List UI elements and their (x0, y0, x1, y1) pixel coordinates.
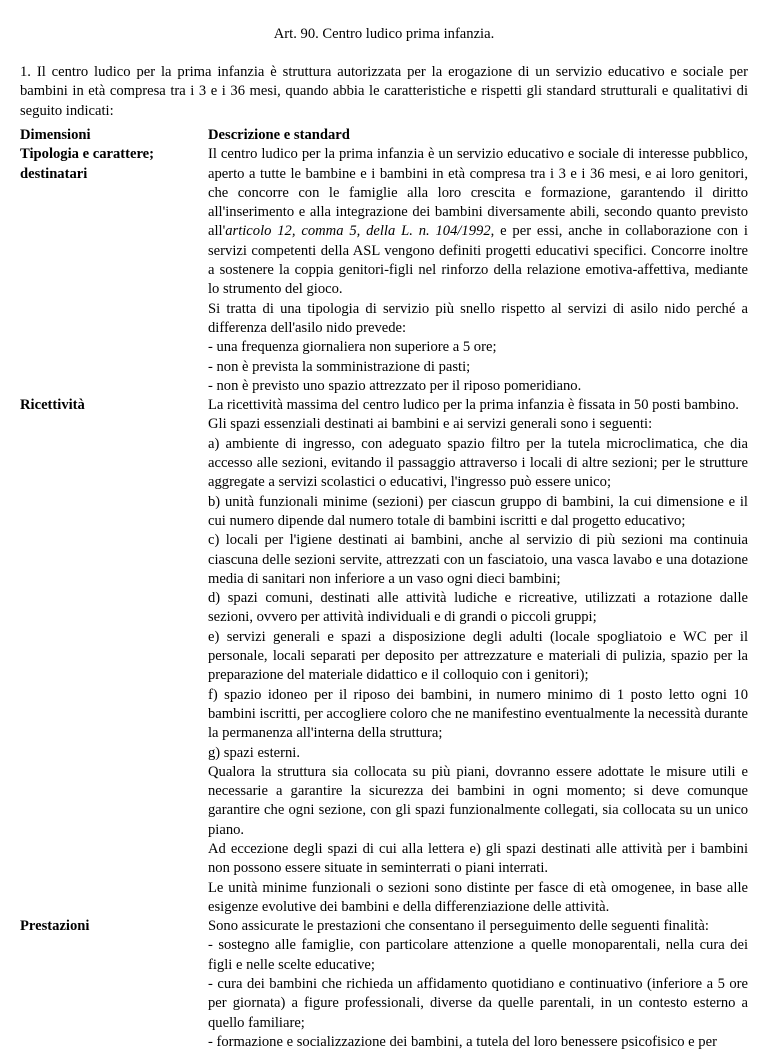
ricettivita-item-b: b) unità funzionali minime (sezioni) per ciascun gruppo di bambini, la cui dimensione e il cui numero dipende dal numero totale di bambini iscritti e dal progetto educativo; (208, 493, 748, 529)
ricettivita-paragraph: Qualora la struttura sia collocata su più piani, dovranno essere adottate le misure utili e necessarie a garantire la sicurezza dei bambini in ogni momento; si deve comunque garantire che ogni sezione, con gli spazi funzionalmente collegati, sia collocata su un unico piano. (208, 763, 748, 838)
header-label-dimensioni: Dimensioni (20, 127, 91, 143)
tipologia-text-after-reference: , e per essi, anche in collaborazione con i servizi competenti della ASL vengono definiti progetti educativi specifici. Concorre inoltre a sostenere la coppia genitori-figli nel rinforzo della relazione emotiva-affettiva, mediante lo strumento del gioco. (208, 223, 748, 298)
article-title: Art. 90. Centro ludico prima infanzia. (273, 26, 495, 42)
ricettivita-item-f: f) spazio idoneo per il riposo dei bambini, in numero minimo di 1 posto letto ogni 10 bambini iscritti, per accogliere coloro che ne manifestino eventualmente la necessità durante la permanenza all'interna della struttura; (208, 686, 748, 742)
tipologia-paragraph-1 (208, 145, 748, 299)
prestazioni-paragraph: Sono assicurate le prestazioni che consentano il perseguimento delle seguenti finalità: (208, 918, 709, 935)
content-prestazioni (208, 917, 748, 1052)
standards-table (20, 126, 748, 1052)
ricettivita-item-e: e) servizi generali e spazi a disposizione degli adulti (locale spogliatoio e WC per il personale, locali separati per deposito per attrezzature e materiali di pulizia, spazio per la preparazione del materiale didattico e il colloquio con i genitori); (208, 628, 748, 684)
tipologia-list-item: - non è previsto uno spazio attrezzato per il riposo pomeridiano. (208, 377, 582, 394)
ricettivita-paragraph: Le unità minime funzionali o sezioni sono distinte per fasce di età omogenee, in base alle esigenze evolutive dei bambini e della differenziazione delle attività. (208, 879, 748, 915)
prestazioni-list-item: - formazione e socializzazione dei bambini, a tutela del loro benessere psicofisico e per (208, 1033, 717, 1050)
tipologia-list-item: - non è prevista la somministrazione di pasti; (208, 358, 471, 375)
table-header-row (20, 126, 748, 145)
prestazioni-list-item: - sostegno alle famiglie, con particolare attenzione a quelle monoparentali, nella cura dei figli e nelle scelte educative; (208, 937, 748, 973)
tipologia-paragraph-2: Si tratta di una tipologia di servizio più snello rispetto al servizi di asilo nido perché a differenza dell'asilo nido prevede: (208, 300, 748, 336)
ricettivita-item-a: a) ambiente di ingresso, con adeguato spazio filtro per la tutela microclimatica, che dia accesso alle sezioni, evitando il passaggio attraverso i locali di altre sezioni; per le strutture aggregate a servizi scolastici o educativi, l'ingresso può essere unico; (208, 435, 748, 491)
ricettivita-paragraph: Gli spazi essenziali destinati ai bambini e ai servizi generali sono i seguenti: (208, 416, 653, 433)
ricettivita-paragraph: Ad eccezione degli spazi di cui alla lettera e) gli spazi destinati alle attività per i bambini non possono essere situate in seminterrati o piani interrati. (208, 840, 748, 877)
label-prestazioni: Prestazioni (20, 918, 90, 935)
ricettivita-item-c: c) locali per l'igiene destinati ai bambini, anche al servizio di più sezioni ma continuia ciascuna delle sezioni servite, attrezzati con un fasciatoio, una vasca lavabo e una dotazione media di sanitari non inferiore a un vaso ogni dieci bambini; (208, 532, 748, 587)
tipologia-text-before-reference: Il centro ludico per la prima infanzia è un servizio educativo e sociale di interesse pubblico, aperto a tutte le bambine e i bambini in età compresa tra i 3 e i 36 mesi, e ai loro genitori, che concorre con le famiglie alla loro crescita e formazione, garantendo il diritto all'inserimento e alla integrazione dei bambini diversamente abili, secondo quanto previsto all' (208, 146, 748, 240)
label-ricettivita: Ricettività (20, 397, 85, 414)
header-label-descrizione: Descrizione e standard (208, 127, 350, 143)
content-tipologia (208, 145, 748, 396)
row-ricettivita (20, 396, 748, 917)
ricettivita-paragraph: La ricettività massima del centro ludico per la prima infanzia è fissata in 50 posti bambino. (208, 397, 739, 414)
tipologia-list-item: - una frequenza giornaliera non superiore a 5 ore; (208, 339, 497, 356)
row-tipologia (20, 145, 748, 396)
prestazioni-list-item: - cura dei bambini che richieda un affidamento quotidiano e continuativo (inferiore a 5 ore per giornata) a figure professionali, diverse da quelle parentali, in un contesto esterno a quello familiare; (208, 976, 748, 1031)
ricettivita-item-d: d) spazi comuni, destinati alle attività ludiche e ricreative, utilizzati a rotazione dalle sezioni, ovvero per attività individuali e di grandi o piccoli gruppi; (208, 590, 748, 626)
ricettivita-item-g: g) spazi esterni. (208, 744, 300, 761)
label-tipologia-line1: Tipologia e carattere; (20, 146, 155, 163)
row-prestazioni (20, 917, 748, 1052)
law-reference: articolo 12, comma 5, della L. n. 104/1992 (225, 223, 491, 240)
label-tipologia (20, 145, 208, 396)
intro-paragraph: 1. Il centro ludico per la prima infanzia è struttura autorizzata per la erogazione di un servizio educativo e sociale per bambini in età compresa tra i 3 e i 36 mesi, quando abbia le caratteristiche e rispetti gli standard strutturali e qualitativi di seguito indicati: (20, 64, 748, 119)
content-ricettivita (208, 396, 748, 917)
label-tipologia-line2: destinatari (20, 165, 88, 182)
